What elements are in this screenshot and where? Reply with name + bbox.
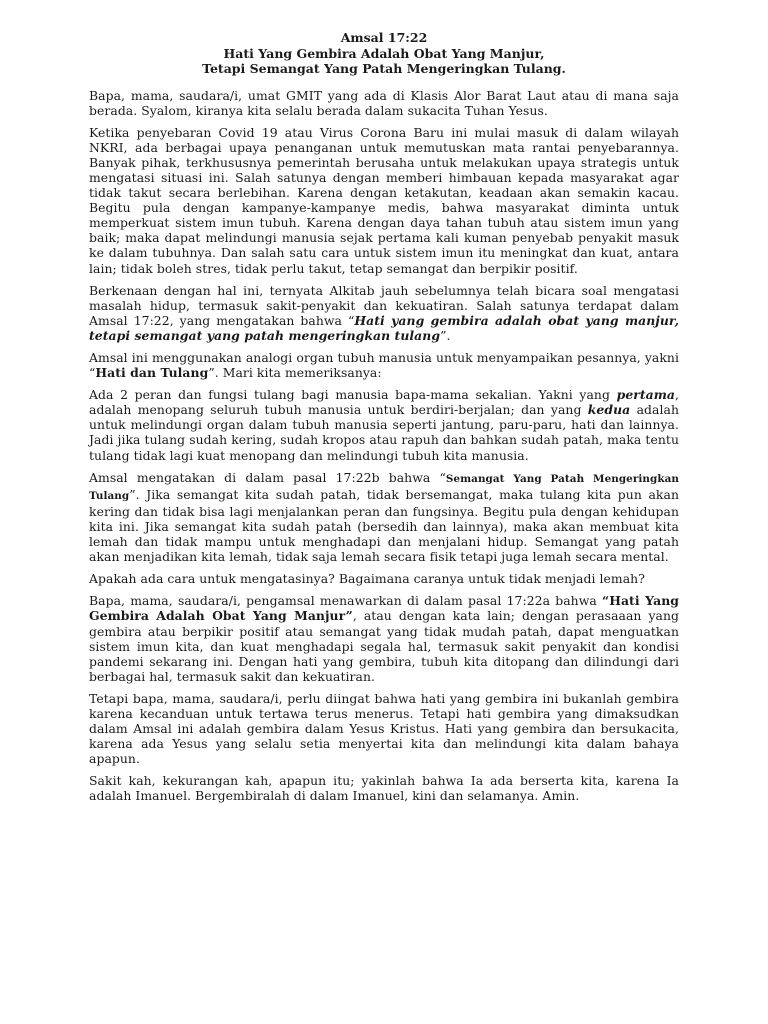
- text-run: adalah untuk melindungi organ dalam tubuh manusia seperti jantung, paru-paru, hati dan lainnya. Jadi jika tulang sudah kering, sudah kropos atau rapuh dan bahkan sudah patah, maka tentu tulang tidak lagi kuat menopang dan melindungi tubuh kita manusia.: [89, 402, 679, 463]
- text-run: ”.: [440, 327, 451, 343]
- verse-quote-22a: “Hati Yang Gembira Adalah Obat Yang Manjur”: [89, 593, 679, 624]
- paragraph-joyful-heart: [89, 593, 679, 684]
- verse-quote-22b: Semangat Yang Patah Mengeringkan Tulang: [89, 472, 679, 502]
- paragraph-broken-spirit: [89, 470, 679, 565]
- text-run: Bapa, mama, saudara/i, pengamsal menawarkan di dalam pasal 17:22a bahwa: [89, 593, 603, 609]
- text-run: , adalah menopang seluruh tubuh manusia untuk berdiri-berjalan; dan yang: [89, 387, 679, 418]
- text-run: Amsal ini menggunakan analogi organ tubuh manusia untuk menyampaikan pesannya, yakni “: [89, 350, 679, 381]
- keyword-kedua: kedua: [587, 402, 631, 418]
- paragraph-bone-function: [89, 387, 679, 462]
- document-title: [89, 30, 679, 77]
- paragraph-question: Apakah ada cara untuk mengatasinya? Bagaimana caranya untuk tidak menjadi lemah?: [89, 571, 645, 587]
- title-line-1: Hati Yang Gembira Adalah Obat Yang Manjur,: [223, 45, 545, 61]
- paragraph-joy-in-christ: Tetapi bapa, mama, saudara/i, perlu diingat bahwa hati yang gembira ini bukanlah gembira karena kecanduan untuk tertawa terus menerus. Tetapi hati gembira yang dimaksudkan dalam Amsal ini adalah gembira dalam Yesus Kristus. Hati yang gembira dan bersukacita, karena ada Yesus yang selalu setia menyertai kita dan melindungi kita dalam bahaya apapun.: [89, 690, 679, 767]
- paragraph-closing: Sakit kah, kekurangan kah, apapun itu; yakinlah bahwa Ia ada berserta kita, karena Ia adalah Imanuel. Bergembiralah di dalam Imanuel, kini dan selamanya. Amin.: [89, 773, 679, 804]
- paragraph-covid-context: Ketika penyebaran Covid 19 atau Virus Corona Baru ini mulai masuk di dalam wilayah NKRI, ada berbagai upaya penanganan untuk memutuskan mata rantai penyebarannya. Banyak pihak, terkhususnya pemerintah berusaha untuk melakukan upaya strategis untuk mengatasi situasi ini. Salah satunya dengan memberi himbauan kepada masyarakat agar tidak takut secara berlebihan. Karena dengan ketakutan, keadaan akan semakin kacau. Begitu pula dengan kampanye-kampanye medis, bahwa masyarakat diminta untuk memperkuat sistem imun tubuh. Karena dengan daya tahan tubuh atau sistem imun yang baik; maka dapat melindungi manusia sejak pertama kali kuman penyebab penyakit masuk ke dalam tubuhnya. Dan salah satu cara untuk sistem imun itu meningkat dan kuat, antara lain; tidak boleh stres, tidak perlu takut, tetap semangat dan berpikir positif.: [89, 124, 679, 276]
- paragraph-amsal-reference: [89, 283, 679, 343]
- text-run: , atau dengan kata lain; dengan perasaaan yang gembira atau berpikir positif atau semangat yang tidak mudah patah, dapat menguatkan sistem imun kita, dan kuat menghadapi segala hal, termasuk sakit penyakit dan kondisi pandemi sekarang ini. Dengan hati yang gembira, tubuh kita ditopang dan dilindungi dari berbagai hal, termasuk sakit dan kekuatiran.: [89, 608, 680, 684]
- text-run: ”. Jika semangat kita sudah patah, tidak bersemangat, maka tulang kita pun akan kering dan tidak bisa lagi menjalankan peran dan fungsinya. Begitu pula dengan kehidupan kita ini. Jika semangat kita sudah patah (bersedih dan lainnya), maka akan membuat kita lemah dan tidak mampu untuk menghadapi dan menjalani hidup. Semangat yang patah akan menjadikan kita lemah, tidak saja lemah secara fisik tetapi juga lemah secara mental.: [89, 486, 679, 565]
- text-run: Berkenaan dengan hal ini, ternyata Alkitab jauh sebelumnya telah bicara soal mengatasi masalah hidup, termasuk sakit-penyakit dan kekuatiran. Salah satunya terdapat dalam Amsal 17:22, yang mengatakan bahwa “: [89, 282, 679, 328]
- title-verse: Amsal 17:22: [340, 30, 428, 45]
- paragraph-analogy: [89, 350, 679, 380]
- highlight-hati-tulang: Hati dan Tulang: [95, 365, 209, 381]
- verse-quote: Hati yang gembira adalah obat yang manjur, tetapi semangat yang patah mengeringkan tulang: [89, 312, 679, 343]
- text-run: ”. Mari kita memeriksanya:: [208, 365, 382, 381]
- paragraph-greeting: Bapa, mama, saudara/i, umat GMIT yang ada di Klasis Alor Barat Laut atau di mana saja berada. Syalom, kiranya kita selalu berada dalam sukacita Tuhan Yesus.: [89, 87, 679, 118]
- text-run: Ada 2 peran dan fungsi tulang bagi manusia bapa-mama sekalian. Yakni yang: [89, 387, 617, 403]
- keyword-pertama: pertama: [616, 387, 675, 403]
- title-line-2: Tetapi Semangat Yang Patah Mengeringkan Tulang.: [202, 61, 566, 76]
- text-run: Amsal mengatakan di dalam pasal 17:22b bahwa “: [89, 469, 446, 485]
